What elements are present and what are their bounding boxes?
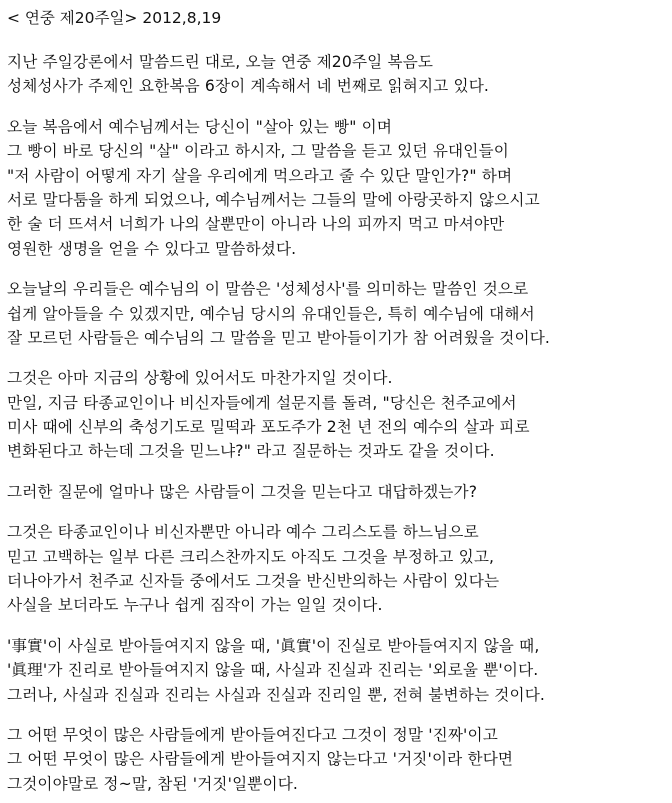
text-line: 그 빵이 바로 당신의 "살" 이라고 하시자, 그 말씀을 듣고 있던 유대인들이 — [7, 142, 509, 161]
text-line: 성체성사가 주제인 요한복음 6장이 계속해서 네 번째로 읽혀지고 있다. — [7, 77, 490, 96]
text-line: 미사 때에 신부의 축성기도로 밀떡과 포도주가 2천 년 전의 예수의 살과 피로 — [7, 418, 530, 437]
text-line: 믿고 고백하는 일부 다른 크리스찬까지도 아직도 그것을 부정하고 있고, — [7, 547, 495, 566]
text-line: 지난 주일강론에서 말씀드린 대로, 오늘 연중 제20주일 복음도 — [7, 53, 434, 71]
text-line: 변화된다고 하는데 그것을 믿느냐?" 라고 질문하는 것과도 같을 것이다. — [7, 442, 495, 461]
text-line: 오늘 복음에서 예수님께서는 당신이 "살아 있는 빵" 이며 — [7, 117, 393, 136]
text-line: 쉽게 알아들을 수 있겠지만, 예수님 당시의 유대인들은, 특히 예수님에 대해서 — [7, 304, 535, 323]
paragraph-1 — [7, 50, 672, 99]
text-line: '眞理'가 진리로 받아들여지지 않을 때, 사실과 진실과 진리는 '외로울 뿐'이다. — [7, 661, 539, 680]
paragraph-5 — [7, 480, 672, 504]
paragraph-6 — [7, 520, 672, 618]
text-line: 오늘날의 우리들은 예수님의 이 말씀은 '성체성사'를 의미하는 말씀인 것으로 — [7, 280, 529, 299]
text-line: 영원한 생명을 얻을 수 있다고 말씀하셨다. — [7, 239, 297, 258]
text-line: 사실을 보더라도 누구나 쉽게 짐작이 가는 일일 것이다. — [7, 596, 383, 615]
text-line: 그것은 아마 지금의 상황에 있어서도 마찬가지일 것이다. — [7, 369, 393, 388]
text-line: '事實'이 사실로 받아들여지지 않을 때, '眞實'이 진실로 받아들여지지 않을 때, — [7, 636, 540, 655]
paragraph-3 — [7, 277, 672, 350]
text-line: 그것은 타종교인이나 비신자뿐만 아니라 예수 그리스도를 하느님으로 — [7, 523, 479, 542]
text-line: "저 사람이 어떻게 자기 살을 우리에게 먹으라고 줄 수 있단 말인가?" 하며 — [7, 166, 513, 185]
text-line: 그 어떤 무엇이 많은 사람들에게 받아들여지지 않는다고 '거짓'이라 한다면 — [7, 750, 514, 769]
text-line: 그러나, 사실과 진실과 진리는 사실과 진실과 진리일 뿐, 전혀 불변하는 것이다. — [7, 685, 546, 704]
paragraph-2 — [7, 115, 672, 261]
text-line: 만일, 지금 타종교인이나 비신자들에게 설문지를 돌려, "당신은 천주교에서 — [7, 393, 517, 412]
paragraph-4 — [7, 366, 672, 464]
text-line: 그것이야말로 정~말, 참된 '거짓'일뿐이다. — [7, 774, 299, 793]
text-line: 그러한 질문에 얼마나 많은 사람들이 그것을 믿는다고 대답하겠는가? — [7, 482, 478, 501]
text-line: 서로 말다툼을 하게 되었으나, 예수님께서는 그들의 말에 아랑곳하지 않으시고 — [7, 190, 540, 209]
text-line: 한 술 더 뜨셔서 너희가 나의 살뿐만이 아니라 나의 피까지 먹고 마셔야만 — [7, 215, 505, 234]
paragraph-7 — [7, 634, 672, 707]
paragraph-8 — [7, 723, 672, 796]
text-line: 그 어떤 무엇이 많은 사람들에게 받아들여진다고 그것이 정말 '진짜'이고 — [7, 725, 498, 744]
text-line: 더나아가서 천주교 신자들 중에서도 그것을 반신반의하는 사람이 있다는 — [7, 572, 500, 591]
text-line: 잘 모르던 사람들은 예수님의 그 말씀을 믿고 받아들이기가 참 어려웠을 것이다. — [7, 328, 551, 347]
document-title: < 연중 제20주일> 2012,8,19 — [7, 9, 222, 27]
